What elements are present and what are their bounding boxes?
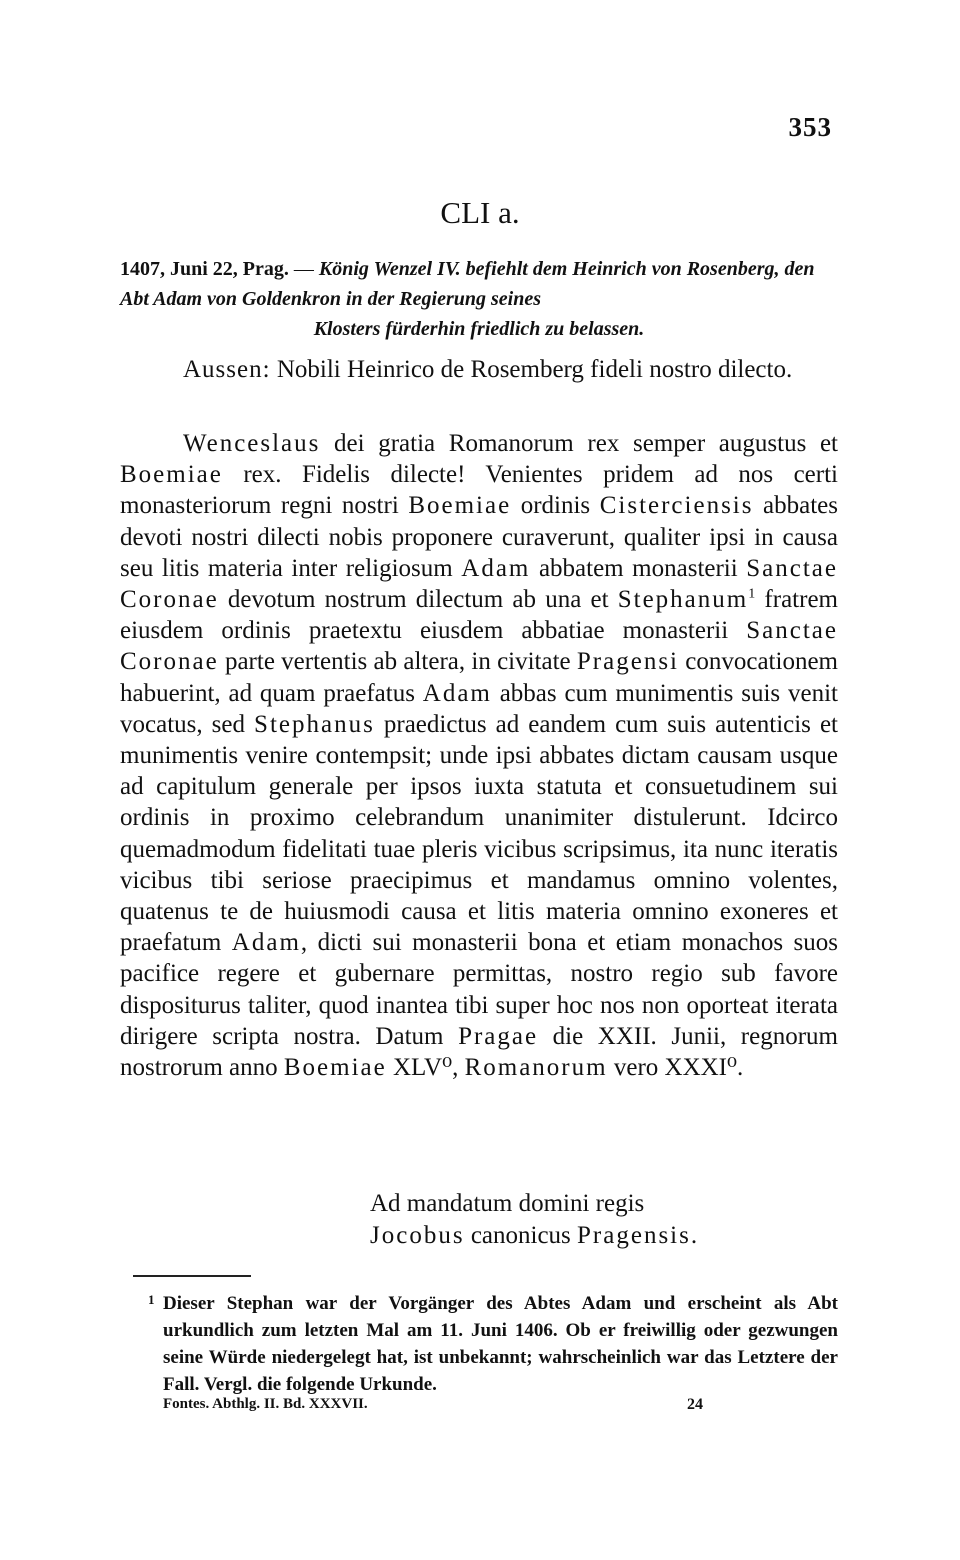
name-boemiae: Boemiae (120, 461, 223, 489)
name-pragensis: Pragensis. (577, 1222, 700, 1249)
text-segment: canonicus (464, 1222, 578, 1249)
footnote-divider (133, 1275, 251, 1277)
footnote (148, 1290, 838, 1398)
text-segment: die XXII. Junii, regnorum nostrorum anno (120, 1022, 838, 1082)
text-segment: abbas cum munimentis suis venit vocatus, sed (120, 679, 838, 738)
name-sanctae-coronae: Sanctae Coronae (120, 617, 838, 676)
name-boemiae: Boemiae (408, 492, 512, 520)
name-adam: Adam (461, 554, 531, 582)
regest-dash: — (288, 258, 319, 280)
charter-text (120, 428, 838, 1083)
name-stephanus: Stephanus (254, 710, 375, 738)
document-title: CLI a. (440, 195, 520, 230)
charter-paragraph (120, 428, 838, 1083)
text-segment: dei gratia Romanorum rex semper augustus et (320, 430, 838, 457)
page-number: 353 (788, 112, 832, 142)
text-segment: praedictus ad eandem cum suis autenticis et munimentis venire contempsit; unde ipsi abbates dictam causam usque ad capitulum generale per ipsos iuxta statuta et consuetudinem sui ordinis in proximo celebrandum unanimiter distulerunt. Idcirco quemadmodum fidelitati tuae pleris vicibus scripsimus, ita nunc iteratis vicibus tibi seriose praecipimus et mandamus omnino volentes, quatenus te de huiusmodi causa et litis materia omnino exoneres et praefatum (120, 710, 838, 957)
page-footer (163, 1396, 703, 1413)
text-segment: rex. Fidelis dilecte! Venientes pridem ad nos certi monasteriorum regni nostri (120, 461, 838, 520)
name-pragae: Pragae (458, 1022, 539, 1050)
name-adam: Adam (422, 679, 492, 707)
regest-date-place: 1407, Juni 22, Prag. (120, 258, 289, 280)
name-jocobus: Jocobus (370, 1222, 465, 1249)
text-segment: fratrem eiusdem ordinis praetextu eiusdem abbatiae monasterii (120, 586, 838, 645)
name-romanorum: Romanorum (464, 1054, 608, 1082)
footnote-reference[interactable]: 1 (748, 586, 756, 602)
text-segment: XLV⁰, (386, 1054, 465, 1082)
name-wenceslaus: Wenceslaus (183, 430, 321, 457)
footer-source: Fontes. Abthlg. II. Bd. XXXVII. (163, 1396, 368, 1412)
name-sanctae-coronae: Sanctae Coronae (120, 554, 838, 614)
address-label: Aussen: (183, 356, 271, 383)
address-block (183, 354, 839, 386)
name-boemiae: Boemiae (283, 1054, 387, 1082)
footnote-text: Dieser Stephan war der Vorgänger des Abtes Adam und erscheint als Abt urkundlich zum letzten Mal am 11. Juni 1406. Ob er freiwillig oder gezwungen seine Würde niedergelegt hat, ist unbekannt; wahrscheinlich war das Letztere der Fall. Vergl. die folgende Urkunde. (163, 1293, 838, 1395)
footer-signature-mark: 24 (687, 1396, 703, 1413)
regest-summary-end: Klosters fürderhin friedlich zu belassen. (313, 318, 645, 340)
text-segment: abbates devoti nostri dilecti nobis proponere curaverunt, qualiter ipsi in causa seu litis materia inter religiosum (120, 492, 838, 582)
chancery-line-2 (370, 1220, 699, 1252)
name-pragensi: Pragensi (576, 648, 680, 676)
text-segment: parte vertentis ab altera, in civitate (218, 648, 577, 676)
text-segment: , dicti sui monasterii bona et etiam monachos suos pacifice regere et gubernare permittas, nostro regio sub favore dispositurus taliter, quod inantea tibi super hoc nos non oporteat iterata dirigere scripta nostra. Datum (120, 929, 838, 1050)
name-stephanum: Stephanum (617, 586, 749, 614)
name-adam: Adam (231, 929, 301, 957)
address-text: Nobili Heinrico de Rosemberg fideli nostro dilecto. (276, 356, 793, 383)
text-segment: abbatem monasterii (530, 554, 747, 582)
chancery-note (370, 1188, 699, 1252)
text-segment: ordinis (511, 492, 600, 520)
regest-summary: König Wenzel IV. befiehlt dem Heinrich von Rosenberg, den Abt Adam von Goldenkron in der Regierung seines (120, 258, 815, 310)
text-segment: convocationem habuerint, ad quam praefatus (120, 648, 838, 707)
regest (120, 254, 838, 344)
text-segment: vero XXXI⁰. (607, 1054, 744, 1082)
footnote-number: 1 (148, 1292, 155, 1307)
name-cisterciensis: Cisterciensis (599, 492, 754, 520)
text-segment: devotum nostrum dilectum ab una et (218, 586, 618, 614)
chancery-line-1: Ad mandatum domini regis (370, 1190, 645, 1217)
